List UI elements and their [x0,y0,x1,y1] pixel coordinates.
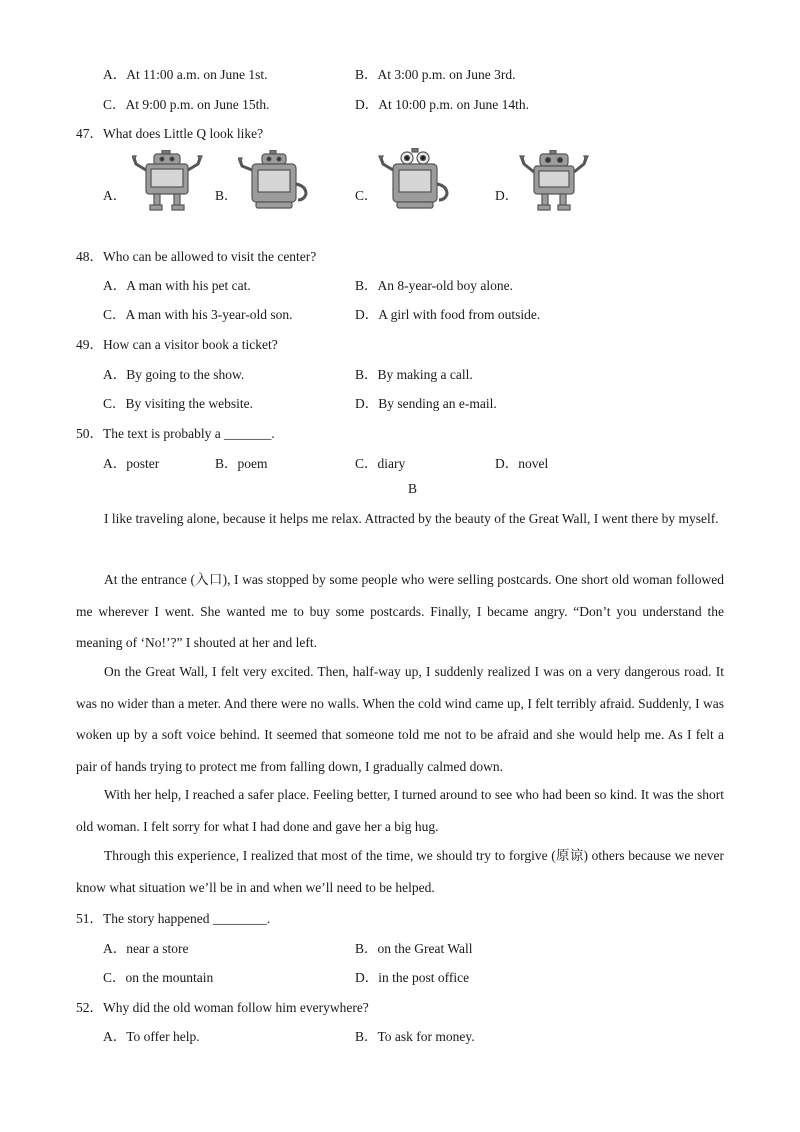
q48-option-c: C．A man with his 3-year-old son. [103,307,293,322]
q48-option-a: A．A man with his pet cat. [103,278,251,293]
q46-option-c: C．At 9:00 p.m. on June 15th. [103,97,270,112]
q52-option-b: B．To ask for money. [355,1029,475,1044]
q47-label-b: B． [215,188,238,203]
q46-option-d: D．At 10:00 p.m. on June 14th. [355,97,529,112]
q48-option-d: D．A girl with food from outside. [355,307,541,322]
q50-option-a: A．poster [103,456,160,471]
q46-option-b: B．At 3:00 p.m. on June 3rd. [355,67,516,82]
q48-question: 48．Who can be allowed to visit the center? [76,249,317,264]
q49-question: 49．How can a visitor book a ticket? [76,337,278,352]
passage-paragraph-1: I like traveling alone, because it helps me relax. Attracted by the beauty of the Great Wall, I went there by myself. [104,511,719,526]
passage-paragraph-2: At the entrance (入口), I was stopped by some people who were selling postcards. One short old woman followed me wherever I went. She wanted me to buy some postcards. Finally, I became angry. “Don’t you understand the meaning of ‘No!’?” I shouted at her and left. [76,572,724,650]
passage-paragraph-4: With her help, I reached a safer place. Feeling better, I turned around to see who had been so kind. It was the short old woman. I felt sorry for what I had done and gave her a big hug. [76,787,724,834]
q51-option-b: B．on the Great Wall [355,941,473,956]
robot-d-icon [518,150,590,212]
q52-question: 52．Why did the old woman follow him everywhere? [76,1000,369,1015]
q49-option-b: B．By making a call. [355,367,473,382]
robot-a-icon [132,150,204,212]
q47-label-a: A． [103,188,127,203]
q51-question: 51．The story happened ________. [76,911,271,926]
q52-option-a: A．To offer help. [103,1029,200,1044]
q50-question: 50．The text is probably a _______. [76,426,275,441]
passage-paragraph-3: On the Great Wall, I felt very excited. Then, half-way up, I suddenly realized I was on a very dangerous road. It was no wider than a meter. And there were no walls. When the cold wind came up, I felt terribly afraid. Suddenly, I was woken up by a soft voice behind. It seemed that someone told me not to be afraid and she would help me. As I felt a pair of hands trying to protect me from falling down, I gradually calmed down. [76,664,724,774]
q47-question: 47．What does Little Q look like? [76,126,264,141]
robot-c-icon [377,148,453,212]
q47-label-c: C． [355,188,378,203]
passage-paragraph-5: Through this experience, I realized that most of the time, we should try to forgive (原谅) others because we never know what situation we’ll be in and when we’ll need to be helped. [76,848,724,895]
robot-b-icon [238,150,310,212]
q46-option-a: A．At 11:00 a.m. on June 1st. [103,67,268,82]
q50-option-c: C．diary [355,456,406,471]
q47-label-d: D． [495,188,519,203]
q49-option-a: A．By going to the show. [103,367,245,382]
q51-option-c: C．on the mountain [103,970,214,985]
q51-option-d: D．in the post office [355,970,470,985]
q49-option-d: D．By sending an e-mail. [355,396,497,411]
q50-option-b: B．poem [215,456,268,471]
section-heading: B [408,481,418,496]
q49-option-c: C．By visiting the website. [103,396,253,411]
q50-option-d: D．novel [495,456,549,471]
q48-option-b: B．An 8-year-old boy alone. [355,278,513,293]
q51-option-a: A．near a store [103,941,189,956]
